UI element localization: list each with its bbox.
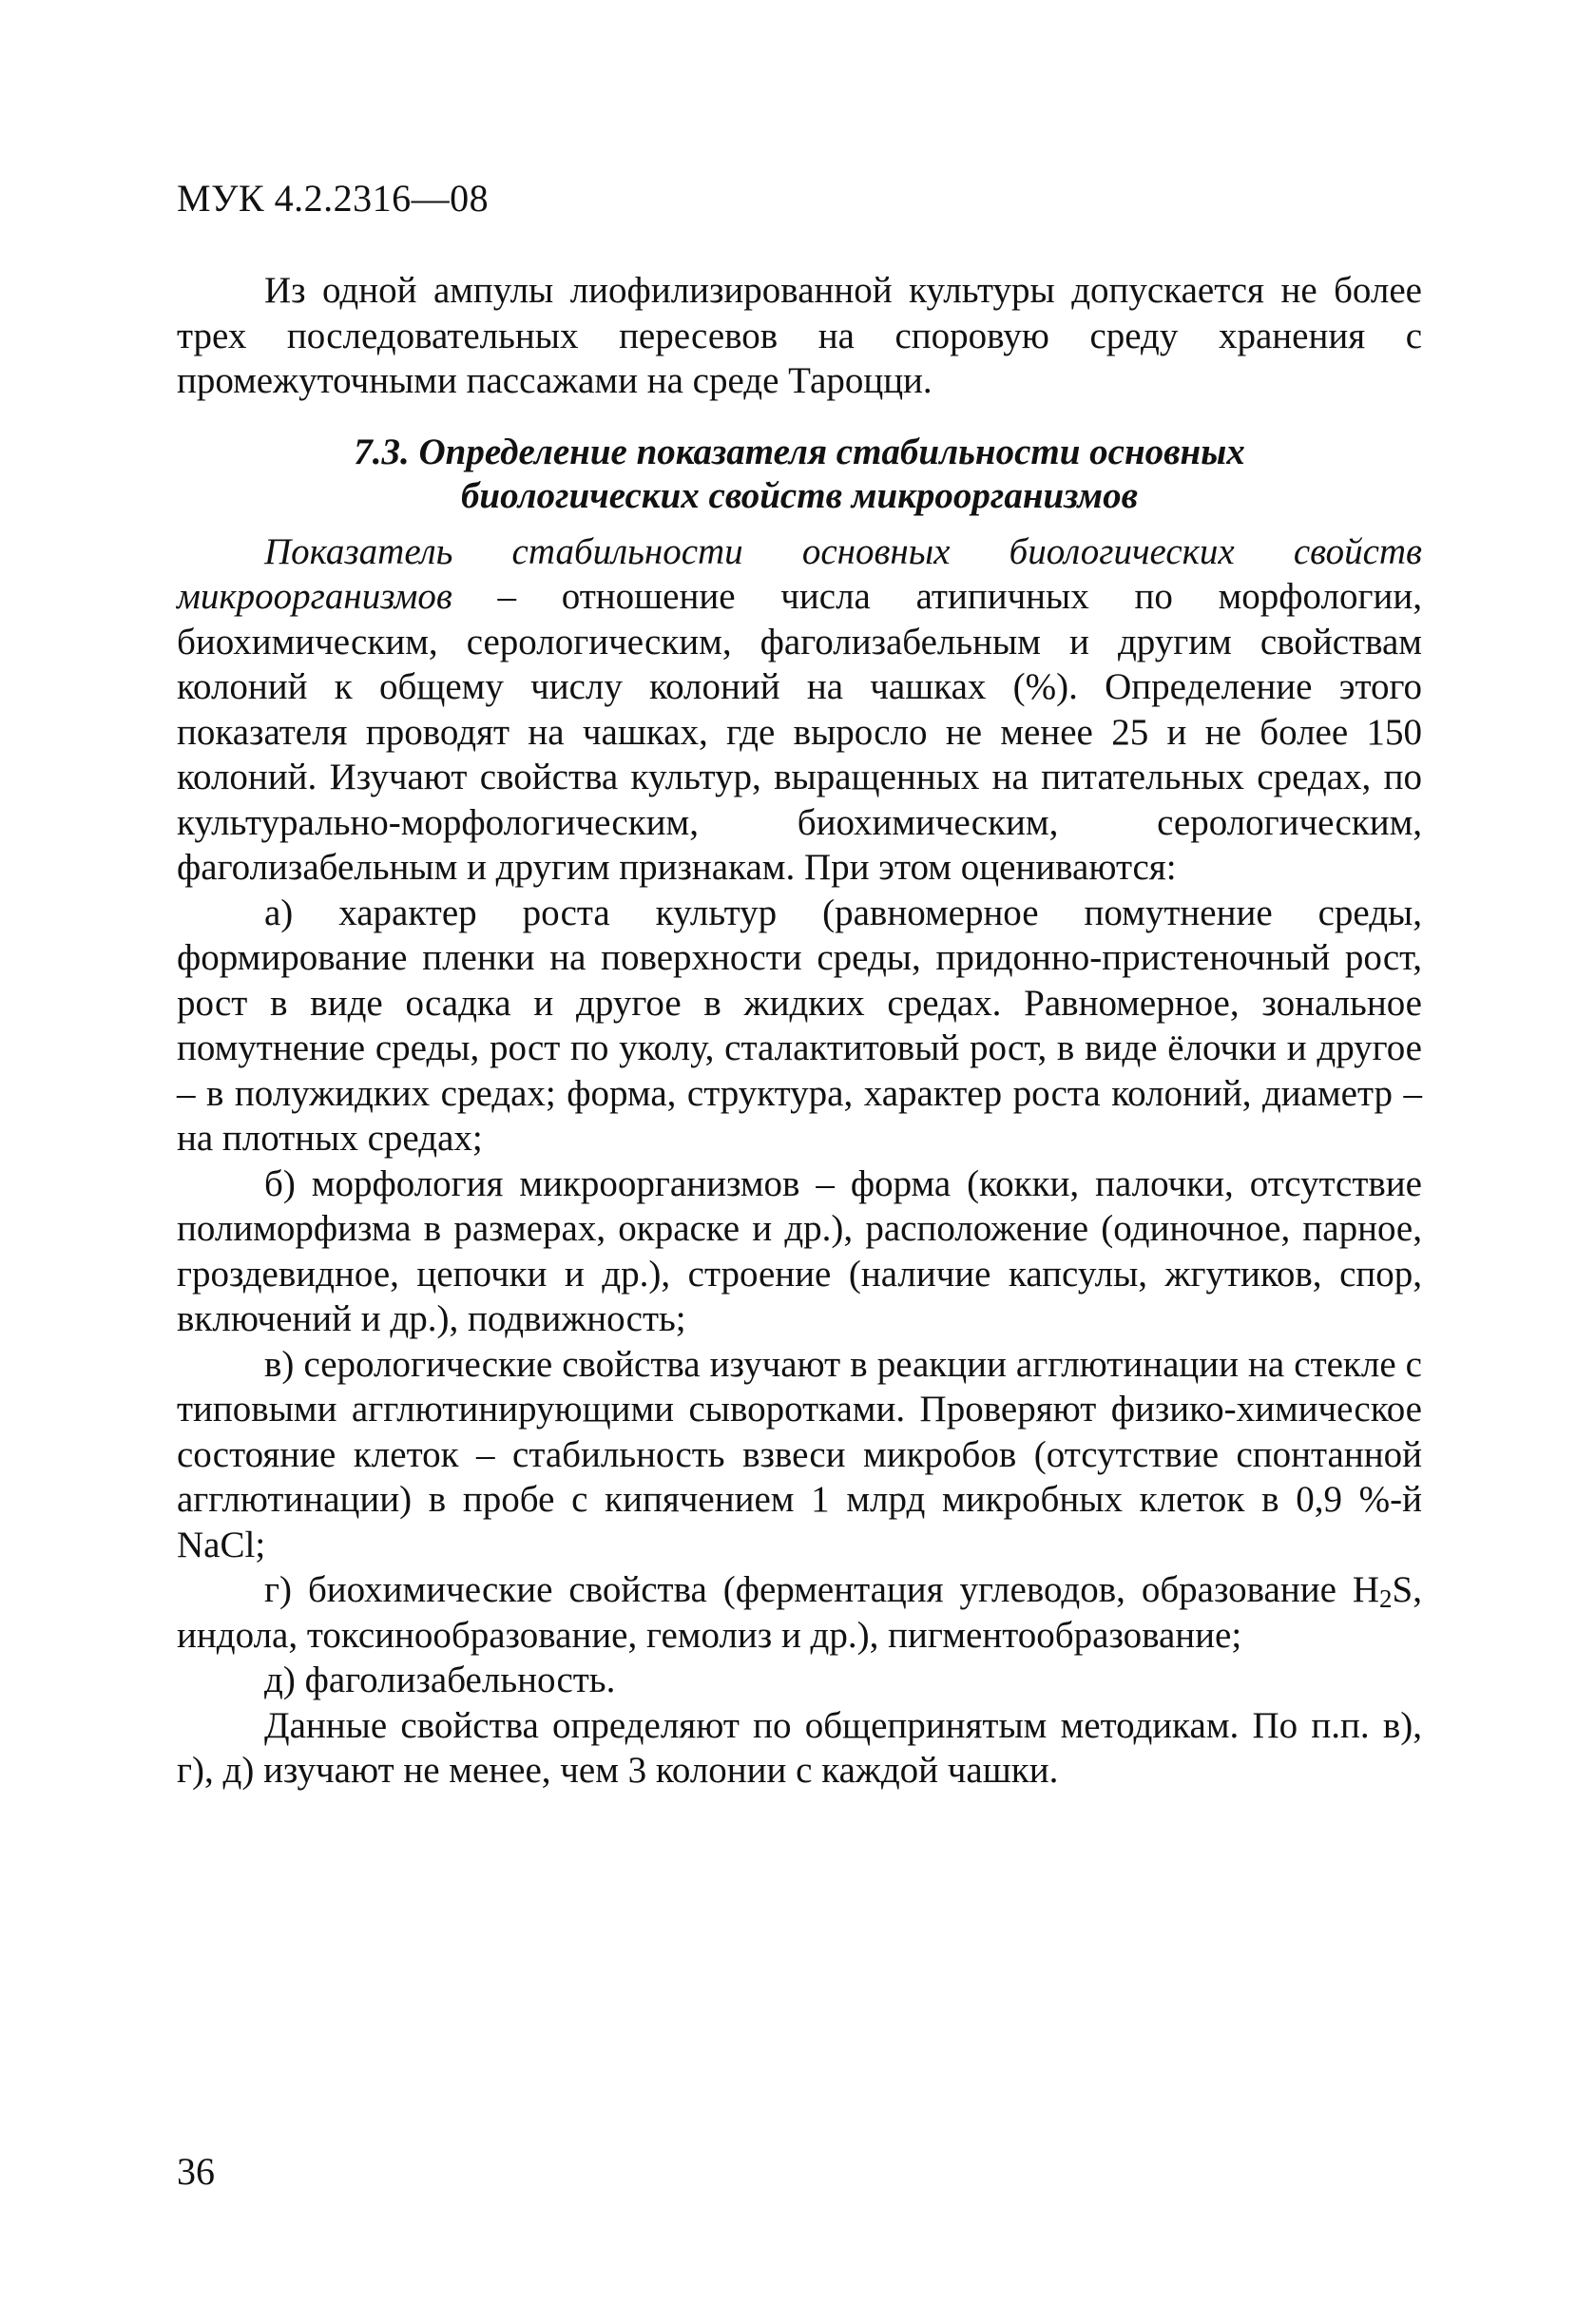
page-number: 36 xyxy=(177,2150,215,2193)
h2s-subscript: 2 xyxy=(1379,1584,1393,1613)
document-body xyxy=(177,268,1422,1794)
document-code: МУК 4.2.2316—08 xyxy=(177,177,490,220)
definition-text: – отношение числа атипичных по морфологии, биохимическим, серологическим, фаголизабельным и другим свойствам колоний к общему числу колоний на чашках (%). Определение этого показателя проводят на чашках, где выросло не менее 25 и не более 150 колоний. Изучают свойства культур, выращенных на питательных средах, по культурально-морфологическим, биохимическим, серологическим, фаголизабельным и другим признакам. При этом оцениваются: xyxy=(177,576,1422,888)
list-item-a: а) характер роста культур (равномерное помутнение среды, формирование пленки на поверхности среды, придонно-пристеночный рост, рост в виде осадка и другое в жидких средах. Равномерное, зональное помутнение среды, рост по уколу, сталактитовый рост, в виде ёлочки и другое – в полужидких средах; форма, структура, характер роста колоний, диаметр – на плотных средах; xyxy=(177,892,1422,1159)
closing-paragraph: Данные свойства определяют по общепринятым методикам. По п.п. в), г), д) изучают не менее, чем 3 колонии с каждой чашки. xyxy=(177,1704,1422,1791)
list-item-v: в) серологические свойства изучают в реакции агглютинации на стекле с типовыми агглютинирующими сыворотками. Проверяют физико-химическое состояние клеток – стабильность взвеси микробов (отсутствие спонтанной агглютинации) в пробе с кипячением 1 млрд микробных клеток в 0,9 %-й NaCl; xyxy=(177,1343,1422,1565)
list-item-g-before: г) биохимические свойства (ферментация углеводов, образование H xyxy=(264,1569,1380,1610)
list-item-d: д) фаголизабельность. xyxy=(264,1660,616,1700)
defined-term: Показатель стабильности основных биологических свойств микроорганизмов xyxy=(177,530,1422,617)
list-item-g xyxy=(177,1567,1422,1658)
definition-paragraph xyxy=(177,529,1422,891)
section-heading-line-1: 7.3. Определение показателя стабильности основных xyxy=(354,431,1245,472)
list-item-g-after: S, индола, токсинообразование, гемолиз и др.), пигментообразование; xyxy=(177,1569,1422,1656)
section-heading xyxy=(177,431,1422,518)
intro-paragraph: Из одной ампулы лиофилизированной культуры допускается не более трех последовательных пересевов на споровую среду хранения с промежуточными пассажами на среде Тароцци. xyxy=(177,270,1422,401)
list-item-b: б) морфология микроорганизмов – форма (кокки, палочки, отсутствие полиморфизма в размерах, окраске и др.), расположение (одиночное, парное, гроздевидное, цепочки и др.), строение (наличие капсулы, жгутиков, спор, включений и др.), подвижность; xyxy=(177,1162,1422,1339)
section-heading-line-2: биологических свойств микроорганизмов xyxy=(460,474,1139,516)
